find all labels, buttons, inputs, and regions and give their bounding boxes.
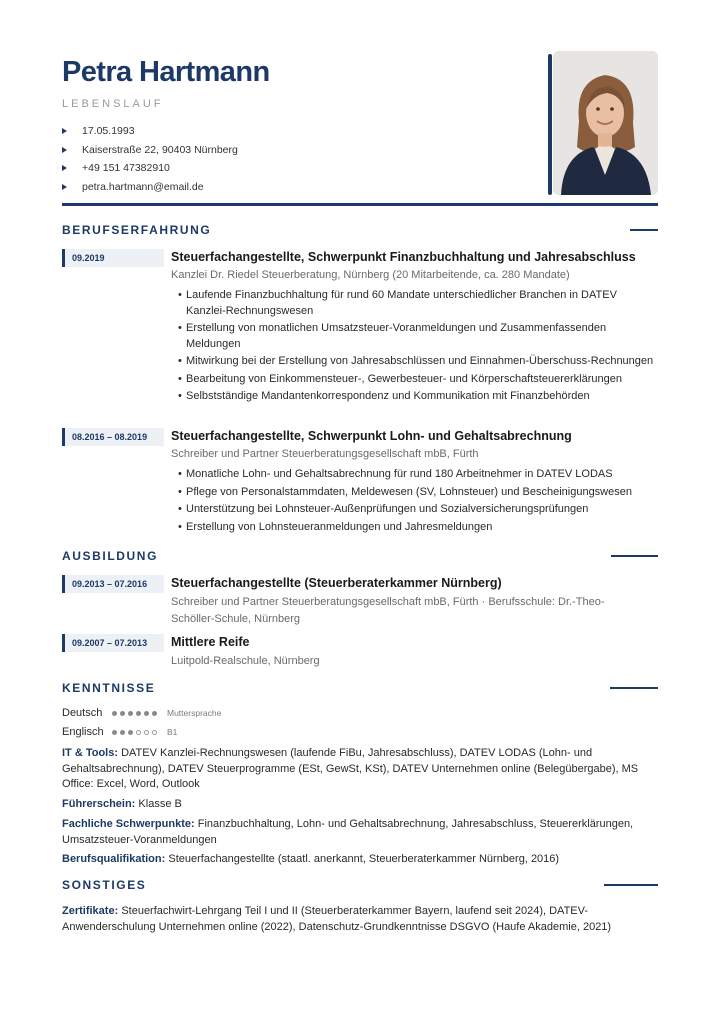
level-dot-filled: [120, 711, 125, 716]
experience-date-2: 08.2016 – 08.2019: [62, 428, 164, 446]
language-level: Muttersprache: [167, 708, 222, 718]
experience-title-1: Steuerfachangestellte, Schwerpunkt Finanzbuchhaltung und Jahresabschluss: [171, 250, 636, 264]
language-level-dots: [112, 711, 160, 716]
skill-focus-areas: Fachliche Schwerpunkte: Finanzbuchhaltung, Lohn- und Gehaltsabrechnung, Jahresabschluss, Steuererklärungen, Umsatzsteuer-Voranmeldungen: [62, 818, 634, 846]
bullet-triangle-icon: [62, 184, 67, 190]
list-item: • Mitwirkung bei der Erstellung von Jahresabschlüssen und Einnahmen-Überschuss-Rechnungen: [179, 354, 657, 370]
level-dot-filled: [152, 711, 157, 716]
section-line-skills: [610, 687, 658, 689]
contact-address: Kaiserstraße 22, 90403 Nürnberg: [62, 141, 238, 160]
skill-it-tools: IT & Tools: DATEV Kanzlei-Rechnungswesen (laufende FiBu, Jahresabschluss), DATEV LODAS (Lohn- und Gehaltsabrechnung), DATEV Steuerprogramme (ESt, GewSt, KSt), DATEV Unternehmen online (Belegübergabe), MS Office: Excel, Word, Outlook: [62, 747, 639, 790]
profile-photo: [548, 51, 658, 195]
portrait-image: [553, 51, 658, 195]
section-line-experience: [630, 229, 658, 231]
language-name: Englisch: [62, 726, 104, 738]
bullet-triangle-icon: [62, 147, 67, 153]
level-dot-empty: [144, 730, 149, 735]
bullet-triangle-icon: [62, 165, 67, 171]
language-name: Deutsch: [62, 707, 103, 719]
candidate-name: Petra Hartmann: [62, 56, 270, 88]
language-level: B1: [167, 727, 178, 737]
education-date-1: 09.2013 – 07.2016: [62, 575, 164, 593]
bullet-triangle-icon: [62, 128, 67, 134]
list-item: • Selbstständige Mandantenkorrespondenz und Kommunikation mit Finanzbehörden: [179, 389, 657, 405]
language-level-dots: [112, 730, 160, 735]
language-row-german: [62, 707, 221, 719]
level-dot-filled: [128, 730, 133, 735]
section-title-skills: KENNTNISSE: [62, 681, 156, 695]
header-divider: [62, 203, 658, 206]
misc-certificates: Zertifikate: Steuerfachwirt-Lehrgang Teil I und II (Steuerberaterkammer Bayern, laufend seit 2024), DATEV-Anwenderschulung Unternehmen online (2022), Datenschutz-Grundkenntnisse DSGVO (Haufe Akademie, 2021): [62, 905, 612, 933]
experience-employer-1: Kanzlei Dr. Riedel Steuerberatung, Nürnberg (20 Mitarbeitende, ca. 280 Mandate): [171, 269, 570, 281]
section-title-education: AUSBILDUNG: [62, 549, 158, 563]
list-item: • Bearbeitung von Einkommensteuer-, Gewerbesteuer- und Körperschaftsteuererklärungen: [179, 372, 657, 388]
level-dot-filled: [112, 711, 117, 716]
experience-bullets-2: [179, 467, 657, 537]
language-row-english: [62, 726, 177, 738]
list-item: • Pflege von Personalstammdaten, Meldewesen (SV, Lohnsteuer) und Bescheinigungswesen: [179, 485, 657, 501]
section-line-education: [611, 555, 658, 557]
education-institution-2: Luitpold-Realschule, Nürnberg: [171, 655, 320, 667]
section-title-experience: BERUFSERFAHRUNG: [62, 223, 212, 237]
level-dot-filled: [120, 730, 125, 735]
list-item: • Monatliche Lohn- und Gehaltsabrechnung für rund 180 Arbeitnehmer in DATEV LODAS: [179, 467, 657, 483]
contact-phone: +49 151 47382910: [62, 159, 238, 178]
level-dot-filled: [144, 711, 149, 716]
skill-qualification: Berufsqualifikation: Steuerfachangestellte (staatl. anerkannt, Steuerberaterkammer Nürnberg, 2016): [62, 853, 560, 865]
contact-email: petra.hartmann@email.de: [62, 178, 238, 197]
education-title-1: Steuerfachangestellte (Steuerberaterkammer Nürnberg): [171, 576, 502, 590]
skill-license: Führerschein: Klasse B: [62, 798, 182, 810]
education-institution-1: Schreiber und Partner Steuerberatungsgesellschaft mbB, Fürth · Berufsschule: Dr.-Theo-Schöller-Schule, Nürnberg: [171, 596, 605, 625]
list-item: • Erstellung von Lohnsteueranmeldungen und Jahresmeldungen: [179, 520, 657, 536]
list-item: • Unterstützung bei Lohnsteuer-Außenprüfungen und Sozialversicherungsprüfungen: [179, 502, 657, 518]
contact-birthdate: 17.05.1993: [62, 122, 238, 141]
level-dot-filled: [136, 711, 141, 716]
experience-date-1: 09.2019: [62, 249, 164, 267]
level-dot-filled: [112, 730, 117, 735]
contact-list: [62, 122, 238, 196]
level-dot-empty: [152, 730, 157, 735]
section-line-misc: [604, 884, 658, 886]
photo-accent-bar: [548, 54, 552, 195]
education-date-2: 09.2007 – 07.2013: [62, 634, 164, 652]
experience-bullets-1: [179, 288, 657, 407]
section-title-misc: SONSTIGES: [62, 878, 147, 892]
level-dot-empty: [136, 730, 141, 735]
level-dot-filled: [128, 711, 133, 716]
document-subtitle: LEBENSLAUF: [62, 98, 164, 110]
education-title-2: Mittlere Reife: [171, 635, 250, 649]
list-item: • Laufende Finanzbuchhaltung für rund 60 Mandate unterschiedlicher Branchen in DATEV Kanzlei-Rechnungswesen: [179, 288, 657, 319]
experience-title-2: Steuerfachangestellte, Schwerpunkt Lohn- und Gehaltsabrechnung: [171, 429, 572, 443]
experience-employer-2: Schreiber und Partner Steuerberatungsgesellschaft mbB, Fürth: [171, 448, 479, 460]
list-item: • Erstellung von monatlichen Umsatzsteuer-Voranmeldungen und Zusammenfassenden Meldungen: [179, 321, 657, 352]
